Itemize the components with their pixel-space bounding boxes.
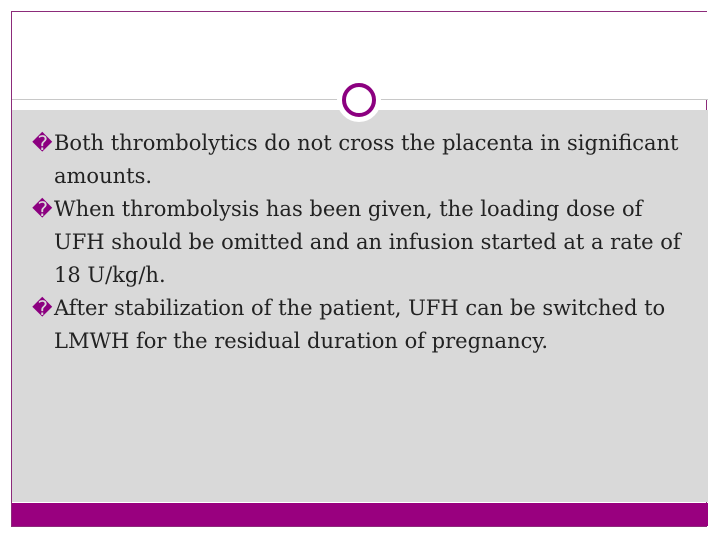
bullet-marker-icon: � <box>32 197 53 221</box>
bullet-marker-icon: � <box>32 131 53 155</box>
bullet-marker-icon: � <box>32 296 53 320</box>
bullet-list <box>32 127 692 358</box>
bullet-item-3 <box>32 292 692 358</box>
bullet-text: After stabilization of the patient, UFH can be switched to LMWH for the residual duration of pregnancy. <box>54 296 666 353</box>
bullet-text: When thrombolysis has been given, the loading dose of UFH should be omitted and an infusion started at a rate of 18 U/kg/h. <box>54 197 681 287</box>
bullet-item-2 <box>32 193 692 292</box>
bullet-text: Both thrombolytics do not cross the placenta in significant amounts. <box>54 131 679 188</box>
bullet-item-1 <box>32 127 692 193</box>
circle-ornament-icon <box>337 78 381 122</box>
footer-accent-bar <box>12 503 708 526</box>
